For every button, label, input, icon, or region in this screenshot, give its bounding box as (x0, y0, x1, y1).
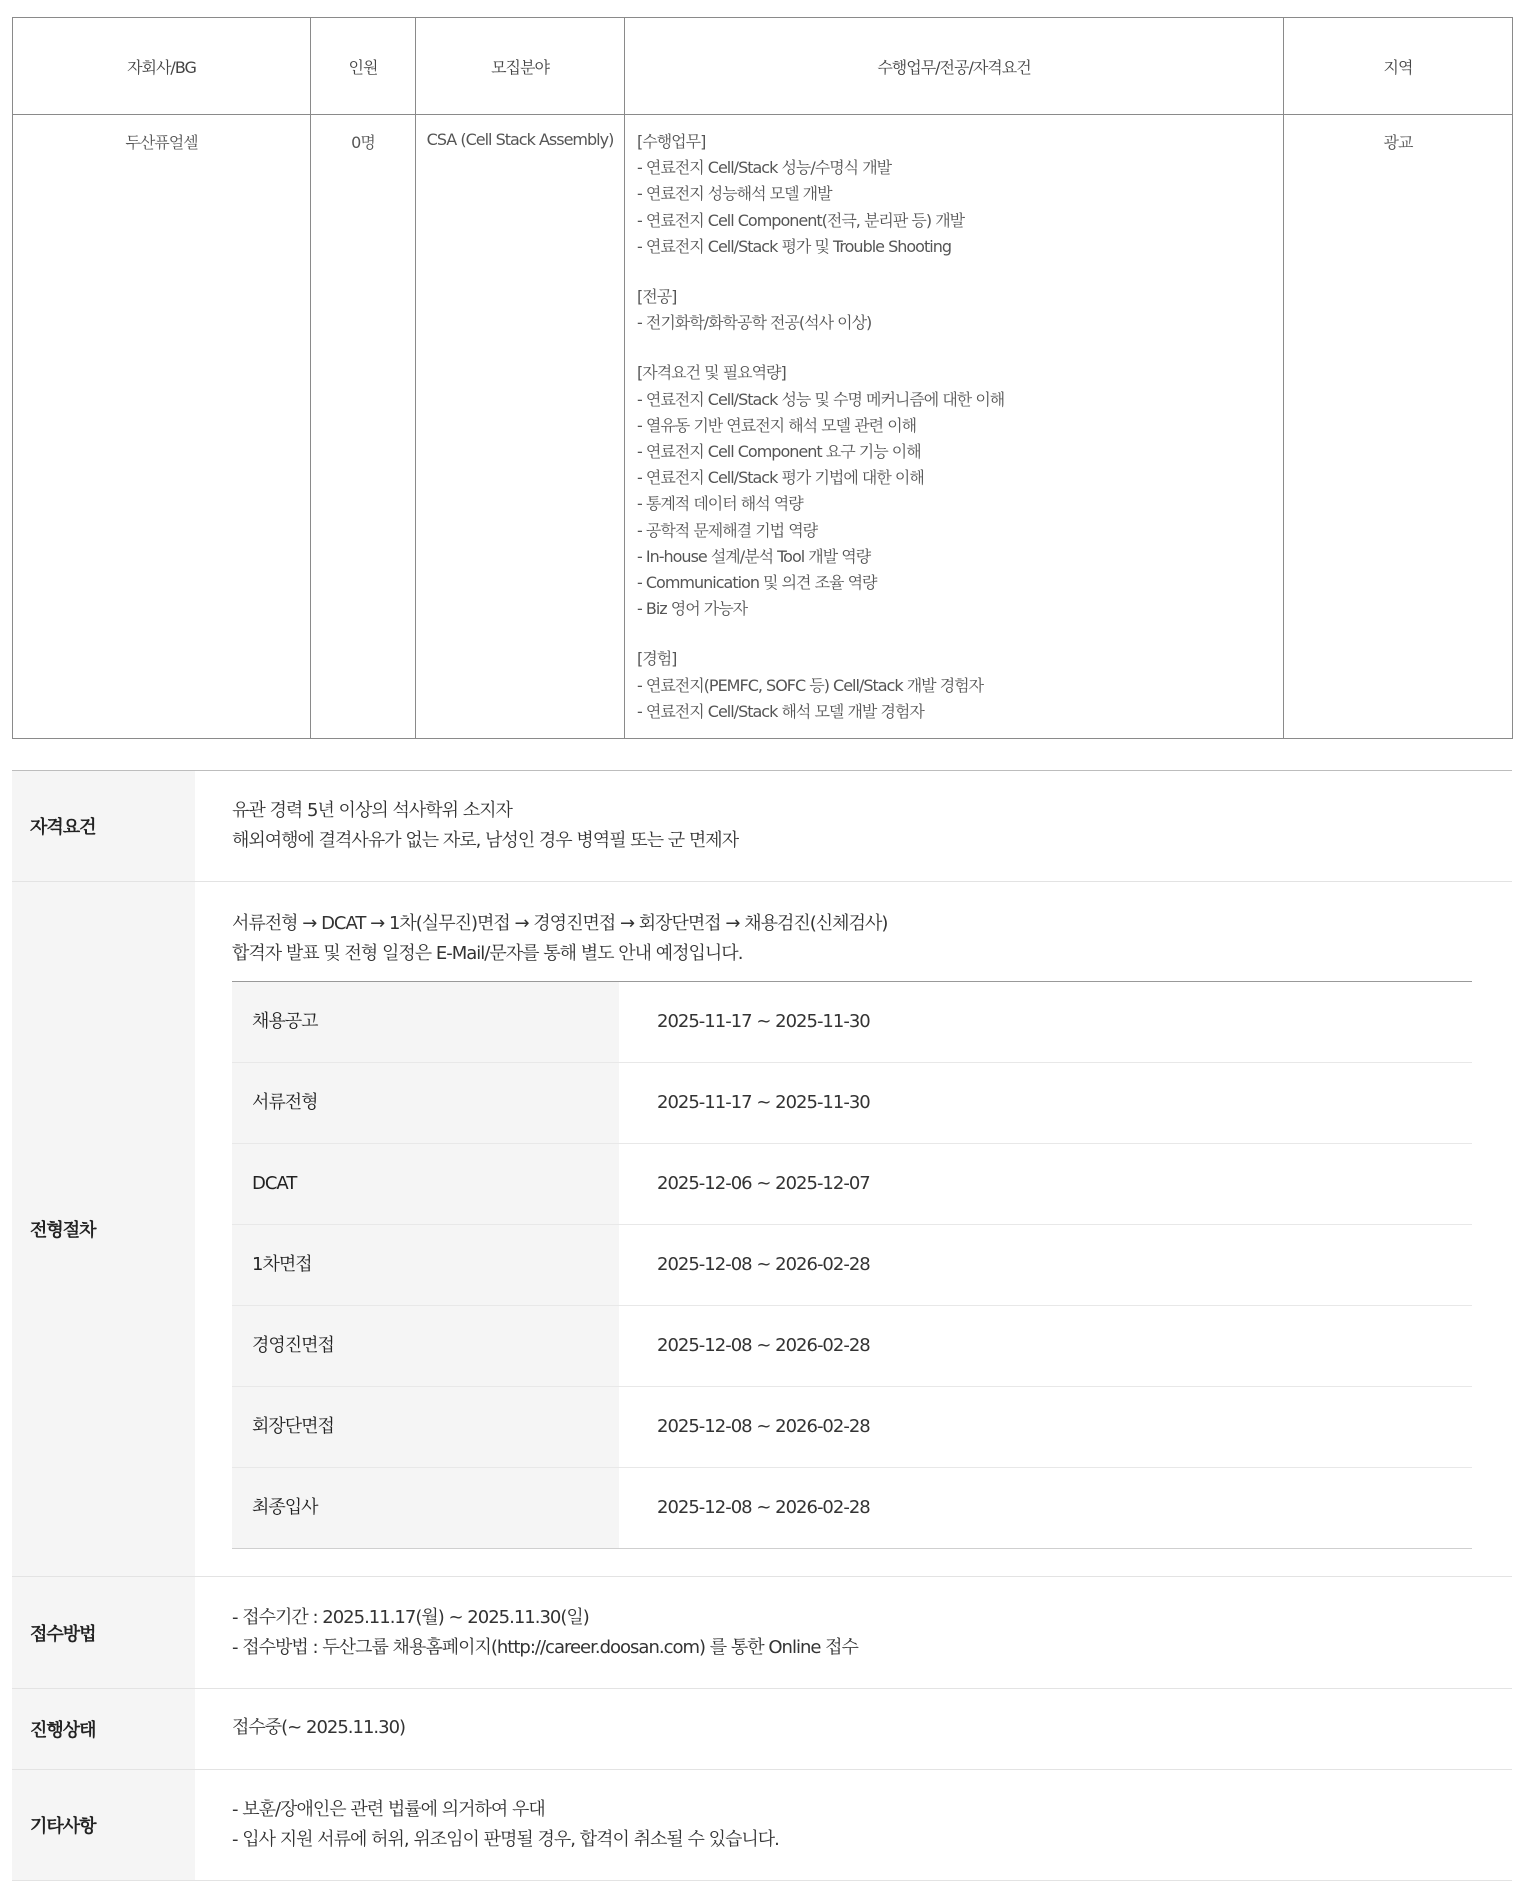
duty-item: - 연료전지 Cell/Stack 성능/수명식 개발 (637, 158, 892, 178)
schedule-row (232, 1063, 1472, 1144)
application-period: - 접수기간 : 2025.11.17(월) ~ 2025.11.30(일) (232, 1607, 589, 1628)
application-label: 접수방법 (12, 1577, 195, 1688)
schedule-date: 2025-12-06 ~ 2025-12-07 (657, 1173, 870, 1194)
duty-heading: [자격요건 및 필요역량] (637, 363, 786, 383)
schedule-row (232, 982, 1472, 1063)
header-headcount: 인원 (311, 18, 416, 115)
status-label: 진행상태 (12, 1689, 195, 1769)
cell-region: 광교 (1284, 115, 1513, 739)
schedule-row (232, 1225, 1472, 1306)
duty-item: - 전기화학/화학공학 전공(석사 이상) (637, 313, 872, 333)
schedule-date: 2025-11-17 ~ 2025-11-30 (657, 1011, 870, 1032)
application-row (12, 1577, 1512, 1689)
schedule-row (232, 1468, 1472, 1548)
etc-row (12, 1770, 1512, 1881)
duty-item: - 연료전지 Cell/Stack 해석 모델 개발 경험자 (637, 701, 924, 721)
recruit-info (12, 770, 1512, 1881)
schedule-row (232, 1144, 1472, 1225)
schedule-stage: 1차면접 (232, 1225, 619, 1305)
duty-item: - 연료전지 성능해석 모델 개발 (637, 184, 832, 204)
schedule-table (232, 981, 1472, 1549)
duty-item: - 공학적 문제해결 기법 역량 (637, 520, 818, 540)
schedule-row (232, 1387, 1472, 1468)
qualifications-label: 자격요건 (12, 771, 195, 881)
schedule-date: 2025-12-08 ~ 2026-02-28 (657, 1416, 870, 1437)
process-content (195, 882, 1512, 1576)
header-region: 지역 (1284, 18, 1513, 115)
duty-item: - 연료전지 Cell Component(전극, 분리판 등) 개발 (637, 210, 965, 230)
etc-content (195, 1770, 1512, 1880)
job-table-row (13, 115, 1513, 739)
duty-item: - Biz 영어 가능자 (637, 599, 748, 619)
schedule-stage: 최종입사 (232, 1468, 619, 1548)
qualification-line: 유관 경력 5년 이상의 석사학위 소지자 (232, 800, 512, 821)
qualification-line: 해외여행에 결격사유가 없는 자로, 남성인 경우 병역필 또는 군 면제자 (232, 830, 739, 851)
header-duties: 수행업무/전공/자격요건 (625, 18, 1284, 115)
qualifications-content (195, 771, 1512, 881)
duty-item: - 연료전지 Cell/Stack 성능 및 수명 메커니즘에 대한 이해 (637, 389, 1005, 409)
duty-item: - Communication 및 의견 조율 역량 (637, 573, 877, 593)
qualifications-row (12, 771, 1512, 882)
etc-label: 기타사항 (12, 1770, 195, 1880)
schedule-date: 2025-12-08 ~ 2026-02-28 (657, 1497, 870, 1518)
schedule-stage: DCAT (232, 1144, 619, 1224)
duty-heading: [전공] (637, 287, 677, 307)
status-content: 접수중(~ 2025.11.30) (232, 1717, 406, 1738)
schedule-stage: 경영진면접 (232, 1306, 619, 1386)
cell-headcount: 0명 (311, 115, 416, 739)
duty-heading: [경험] (637, 649, 677, 669)
schedule-date: 2025-12-08 ~ 2026-02-28 (657, 1254, 870, 1275)
duty-item: - 연료전지 Cell/Stack 평가 기법에 대한 이해 (637, 468, 924, 488)
job-table-header-row (13, 18, 1513, 115)
schedule-stage: 회장단면접 (232, 1387, 619, 1467)
process-line: 서류전형 → DCAT → 1차(실무진)면접 → 경영진면접 → 회장단면접 → 채용검진(신체검사) (232, 913, 888, 934)
cell-company: 두산퓨얼셀 (13, 115, 311, 739)
duty-item: - In-house 설계/분석 Tool 개발 역량 (637, 546, 871, 566)
duty-item: - 연료전지 Cell/Stack 평가 및 Trouble Shooting (637, 236, 951, 256)
duty-item: - 열유동 기반 연료전지 해석 모델 관련 이해 (637, 415, 917, 435)
etc-line: - 입사 지원 서류에 허위, 위조임이 판명될 경우, 합격이 취소될 수 있습니다. (232, 1829, 779, 1850)
schedule-row (232, 1306, 1472, 1387)
schedule-stage: 채용공고 (232, 982, 619, 1062)
cell-field: CSA (Cell Stack Assembly) (416, 115, 625, 739)
etc-line: - 보훈/장애인은 관련 법률에 의거하여 우대 (232, 1799, 545, 1820)
header-field: 모집분야 (416, 18, 625, 115)
header-company: 자회사/BG (13, 18, 311, 115)
duty-item: - 연료전지 Cell Component 요구 기능 이해 (637, 442, 921, 462)
schedule-date: 2025-12-08 ~ 2026-02-28 (657, 1335, 870, 1356)
application-method: - 접수방법 : 두산그룹 채용홈페이지(http://career.doosan.com) 를 통한 Online 접수 (232, 1637, 858, 1658)
status-row (12, 1689, 1512, 1770)
application-content (195, 1577, 1512, 1688)
process-row (12, 882, 1512, 1577)
process-line: 합격자 발표 및 전형 일정은 E-Mail/문자를 통해 별도 안내 예정입니다. (232, 943, 743, 964)
duty-item: - 통계적 데이터 해석 역량 (637, 494, 803, 514)
duty-item: - 연료전지(PEMFC, SOFC 등) Cell/Stack 개발 경험자 (637, 675, 984, 695)
process-label: 전형절차 (12, 882, 195, 1576)
job-table (12, 17, 1513, 739)
duty-heading: [수행업무] (637, 132, 706, 151)
cell-duties (625, 115, 1284, 739)
schedule-date: 2025-11-17 ~ 2025-11-30 (657, 1092, 870, 1113)
schedule-stage: 서류전형 (232, 1063, 619, 1143)
